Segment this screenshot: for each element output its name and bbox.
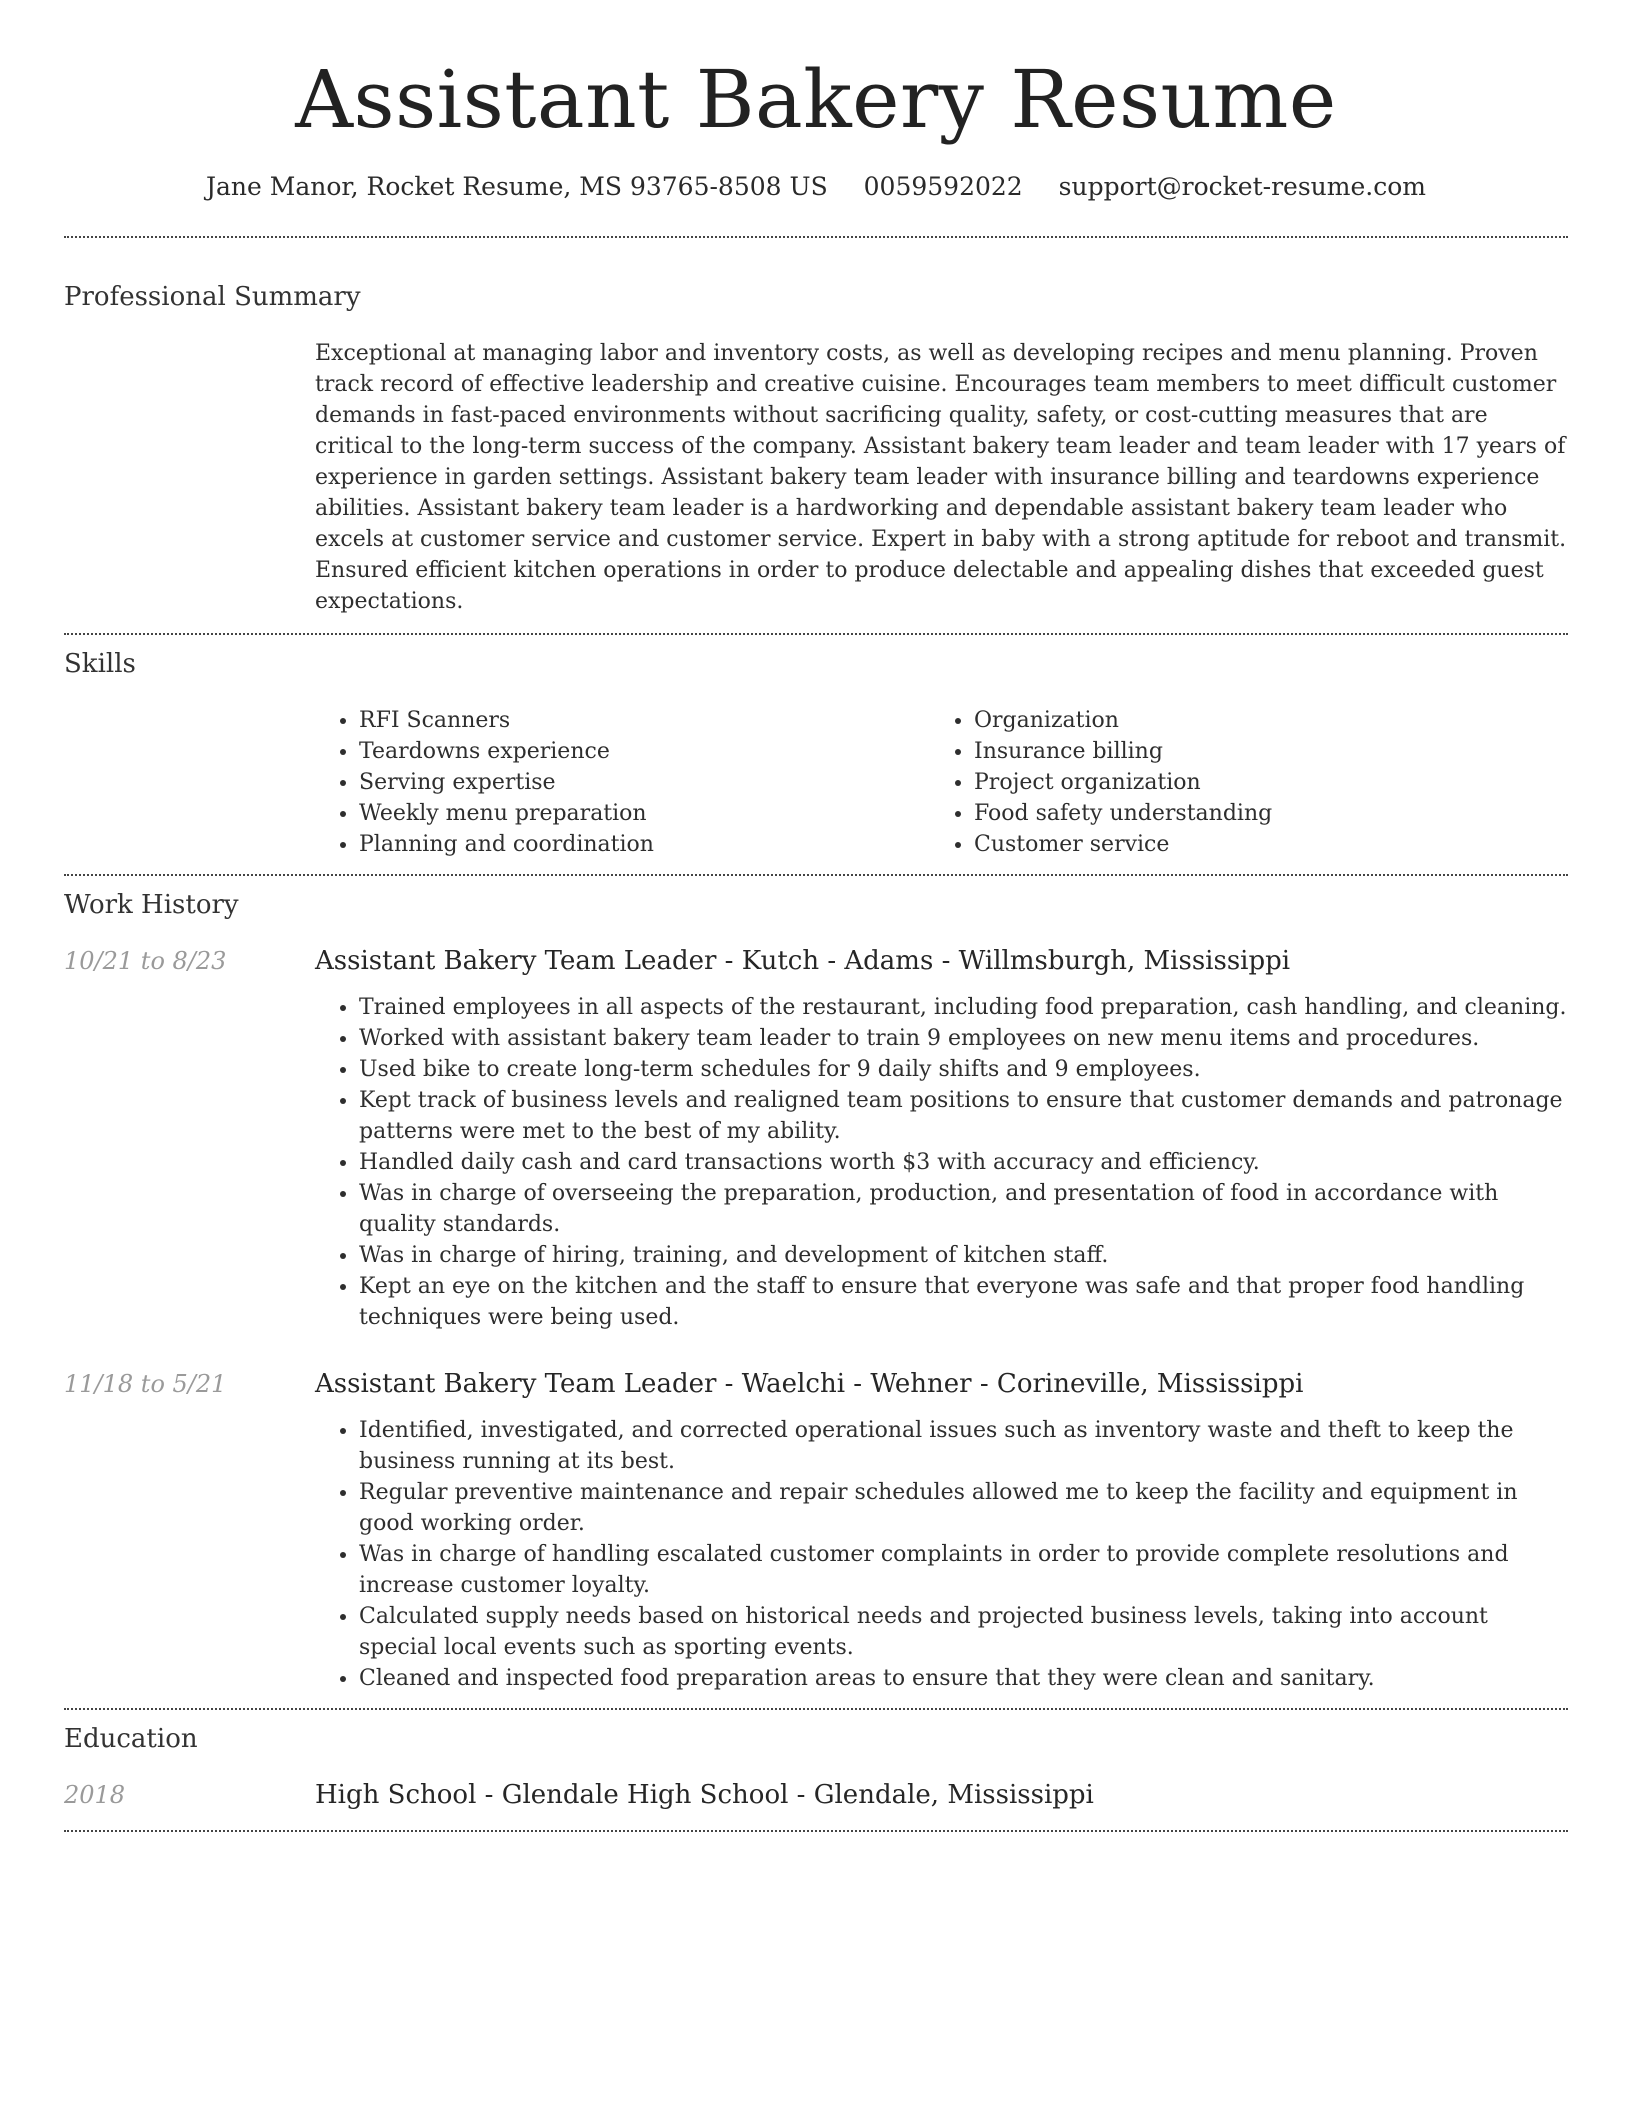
skills-section — [64, 647, 1568, 860]
education-entry — [64, 1778, 1568, 1812]
work-section — [64, 888, 1568, 1694]
summary-section — [64, 280, 1568, 617]
education-title: High School - Glendale High School - Glendale, Mississippi — [315, 1780, 1094, 1810]
job-entry — [64, 1367, 1568, 1694]
skill-item: • Serving expertise — [359, 767, 930, 798]
skill-item: • Planning and coordination — [359, 829, 930, 860]
summary-text: Exceptional at managing labor and inventory costs, as well as developing recipes and menu planning. Proven track record of effective leadership and creative cuisine. Encourages team members to meet difficult customer demands in fast-paced environments without sacrificing quality, safety, or cost-cutting measures that are critical to the long-term success of the company. Assistant bakery team leader and team leader with 17 years of experience in garden settings. Assistant bakery team leader with insurance billing and teardowns experience abilities. Assistant bakery team leader is a hardworking and dependable assistant bakery team leader who excels at customer service and customer service. Expert in baby with a strong aptitude for reboot and transmit. Ensured efficient kitchen operations in order to produce delectable and appealing dishes that exceeded guest expectations. — [315, 341, 1567, 614]
skill-item: • RFI Scanners — [359, 705, 930, 736]
divider — [64, 1708, 1568, 1710]
job-bullet: • Kept an eye on the kitchen and the staff to ensure that everyone was safe and that proper food handling techniques were being used. — [359, 1271, 1568, 1333]
divider — [64, 874, 1568, 876]
skills-list-right — [930, 705, 1530, 860]
skill-item: • Insurance billing — [974, 736, 1530, 767]
job-bullet: • Regular preventive maintenance and repair schedules allowed me to keep the facility and equipment in good working order. — [359, 1477, 1568, 1539]
summary-content — [315, 338, 1568, 617]
skill-item: • Project organization — [974, 767, 1530, 798]
education-date: 2018 — [64, 1781, 126, 1809]
job-date: 11/18 to 5/21 — [64, 1370, 227, 1398]
skills-grid — [315, 705, 1568, 860]
job-bullet: • Kept track of business levels and realigned team positions to ensure that customer demands and patronage patterns were met to the best of my ability. — [359, 1085, 1568, 1147]
job-date: 10/21 to 8/23 — [64, 947, 227, 975]
job-bullet: • Was in charge of handling escalated customer complaints in order to provide complete resolutions and increase customer loyalty. — [359, 1539, 1568, 1601]
contact-line — [64, 170, 1568, 204]
contact-email: support@rocket-resume.com — [1058, 172, 1426, 201]
skill-item: • Weekly menu preparation — [359, 798, 930, 829]
divider — [64, 633, 1568, 635]
skill-item: • Organization — [974, 705, 1530, 736]
resume-page — [64, 0, 1568, 1832]
job-bullets — [315, 992, 1568, 1333]
education-section — [64, 1722, 1568, 1812]
contact-address: Jane Manor, Rocket Resume, MS 93765-8508 US — [206, 172, 828, 201]
summary-heading: Professional Summary — [64, 282, 361, 312]
job-bullets — [315, 1415, 1568, 1694]
job-bullet: • Trained employees in all aspects of the restaurant, including food preparation, cash handling, and cleaning. — [359, 992, 1568, 1023]
skill-item: • Customer service — [974, 829, 1530, 860]
divider — [64, 236, 1568, 238]
job-bullet: • Was in charge of overseeing the preparation, production, and presentation of food in accordance with quality standards. — [359, 1178, 1568, 1240]
skill-item: • Food safety understanding — [974, 798, 1530, 829]
job-bullet: • Cleaned and inspected food preparation areas to ensure that they were clean and sanitary. — [359, 1663, 1568, 1694]
contact-phone: 0059592022 — [863, 172, 1023, 201]
job-bullet: • Used bike to create long-term schedules for 9 daily shifts and 9 employees. — [359, 1054, 1568, 1085]
education-heading: Education — [64, 1724, 198, 1754]
job-bullet: • Was in charge of hiring, training, and development of kitchen staff. — [359, 1240, 1568, 1271]
job-entry — [64, 944, 1568, 1333]
job-bullet: • Handled daily cash and card transactions worth $3 with accuracy and efficiency. — [359, 1147, 1568, 1178]
job-title: Assistant Bakery Team Leader - Kutch - Adams - Willmsburgh, Mississippi — [315, 946, 1291, 976]
skill-item: • Teardowns experience — [359, 736, 930, 767]
job-bullet: • Identified, investigated, and corrected operational issues such as inventory waste and theft to keep the business running at its best. — [359, 1415, 1568, 1477]
job-bullet: • Calculated supply needs based on historical needs and projected business levels, taking into account special local events such as sporting events. — [359, 1601, 1568, 1663]
resume-title: Assistant Bakery Resume — [295, 53, 1337, 146]
job-bullet: • Worked with assistant bakery team leader to train 9 employees on new menu items and procedures. — [359, 1023, 1568, 1054]
divider — [64, 1830, 1568, 1832]
skills-heading: Skills — [64, 649, 136, 679]
skills-list-left — [315, 705, 930, 860]
job-title: Assistant Bakery Team Leader - Waelchi - Wehner - Corineville, Mississippi — [315, 1369, 1304, 1399]
work-heading: Work History — [64, 890, 239, 920]
